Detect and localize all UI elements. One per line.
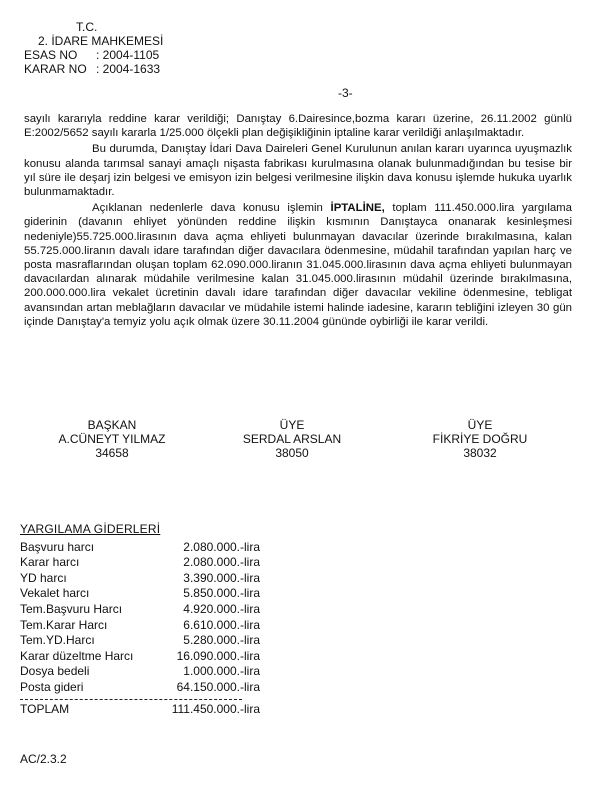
page-number: -3- xyxy=(338,86,353,100)
court-name: 2. İDARE MAHKEMESİ xyxy=(38,34,164,48)
signature-name: SERDAL ARSLAN xyxy=(242,432,342,446)
signature-name: A.CÜNEYT YILMAZ xyxy=(58,432,166,446)
table-row xyxy=(20,571,260,587)
cost-name: YD harcı xyxy=(20,570,67,585)
karar-row xyxy=(24,62,163,76)
document-header xyxy=(24,20,163,76)
signature-member-1 xyxy=(212,418,372,460)
cost-amount: 2.080.000.-lira xyxy=(183,555,260,570)
table-row xyxy=(20,618,260,634)
signature-name: FİKRİYE DOĞRU xyxy=(432,432,528,446)
karar-value: : 2004-1633 xyxy=(96,62,161,76)
costs-section xyxy=(20,522,260,717)
esas-row xyxy=(24,48,163,62)
cost-name: Tem.YD.Harcı xyxy=(20,633,95,648)
cost-amount: 5.280.000.-lira xyxy=(183,633,260,648)
table-row xyxy=(20,664,260,680)
costs-table xyxy=(20,540,260,696)
cost-amount: 64.150.000.-lira xyxy=(176,679,260,694)
table-row xyxy=(20,649,260,665)
esas-value: : 2004-1105 xyxy=(96,48,160,62)
total-amount: 111.450.000.-lira xyxy=(171,701,260,716)
table-row xyxy=(20,540,260,556)
table-row xyxy=(20,586,260,602)
signature-role: ÜYE xyxy=(467,418,493,432)
signature-member-2 xyxy=(400,418,560,460)
costs-title: YARGILAMA GİDERLERİ xyxy=(20,522,161,536)
header-tc: T.C. xyxy=(76,20,98,34)
total-divider xyxy=(20,699,242,700)
paragraph-3-start: Açıklanan nedenlerle dava konusu işlemin xyxy=(92,202,331,215)
signature-number: 38032 xyxy=(463,446,497,460)
cost-name: Dosya bedeli xyxy=(20,664,90,679)
cost-name: Karar harcı xyxy=(20,555,80,570)
signature-role: BAŞKAN xyxy=(87,418,137,432)
paragraph-1: sayılı kararıyla reddine karar verildiği; Danıştay 6.Dairesince,bozma kararı üzerine, 26.11.2002 günlü E:2002/5652 sayılı kararla 1/25.000 ölçekli plan değişikliğinin iptaline karar verildiği anlaşılmaktadır. xyxy=(24,113,572,140)
paragraph-2: Bu durumda, Danıştay İdari Dava Daireleri Genel Kurulunun anılan kararı uyarınca uyuşmazlık konusu alanda tarımsal sanayi amaçlı nişasta fabrikası kurulmasına olanak bulunmadığından bu tesise bir yıl süre ile deşarj izin belgesi ve emisyon izin belgesi verilmesine ilişkin dava konusu işlemde hukuka uyarlık bulunmamaktadır. xyxy=(24,143,572,199)
table-row xyxy=(20,680,260,696)
cost-amount: 3.390.000.-lira xyxy=(183,570,260,585)
total-label: TOPLAM xyxy=(20,701,70,716)
table-row xyxy=(20,633,260,649)
signature-number: 34658 xyxy=(95,446,129,460)
cost-name: Vekalet harcı xyxy=(20,586,90,601)
total-row xyxy=(20,702,260,718)
cost-amount: 5.850.000.-lira xyxy=(183,586,260,601)
signature-president xyxy=(32,418,192,460)
cost-name: Posta gideri xyxy=(20,679,84,694)
cost-name: Tem.Karar Harcı xyxy=(20,617,108,632)
cost-amount: 4.920.000.-lira xyxy=(183,601,260,616)
footer-code: AC/2.3.2 xyxy=(20,752,67,766)
ruling-keyword: İPTALİNE, xyxy=(330,202,385,215)
cost-amount: 6.610.000.-lira xyxy=(183,617,260,632)
cost-amount: 1.000.000.-lira xyxy=(183,664,260,679)
cost-amount: 2.080.000.-lira xyxy=(183,539,260,554)
paragraph-3 xyxy=(24,201,572,329)
cost-name: Başvuru harcı xyxy=(20,539,95,554)
signature-number: 38050 xyxy=(275,446,309,460)
karar-label: KARAR NO xyxy=(24,62,87,76)
esas-label: ESAS NO xyxy=(24,48,78,62)
paragraph-3-rest: toplam 111.450.000.lira yargılama giderinin (davanın ehliyet yönünden reddine ilişkin kısmının Danıştayca onanarak kesinleşmesi nedeniyle)55.725.000.lirasının dava açma ehliyeti bulunmayan davacılar üzerinde bırakılmasına, kalan 55.725.000.liranın davalı idare tarafından diğer davacılara ödenmesine, müdahil tarafından yapılan harç ve posta masraflarından oluşan toplam 62.090.000.liranın 31.045.000.lirasının dava açma ehliyeti bulunmayan davacılardan alınarak müdahile verilmesine kalan 31.045.000.lirasının müdahil üzerinde bırakılmasına, 200.000.000.lira vekalet ücretinin davalı idare tarafından diğer davacılar vekiline ödenmesine, tebligat avansından artan meblağların davacılar ve müdahile istemi halinde iadesine, kararın tebliğini izleyen 30 gün içinde Danıştay'a temyiz yolu açık olmak üzere 30.11.2004 gününde oybirliği ile karar verildi. xyxy=(24,202,573,328)
signature-role: ÜYE xyxy=(279,418,305,432)
cost-name: Tem.Başvuru Harcı xyxy=(20,601,123,616)
cost-amount: 16.090.000.-lira xyxy=(176,648,260,663)
cost-name: Karar düzeltme Harcı xyxy=(20,648,134,663)
table-row xyxy=(20,555,260,571)
decision-text xyxy=(24,112,572,331)
table-row xyxy=(20,602,260,618)
